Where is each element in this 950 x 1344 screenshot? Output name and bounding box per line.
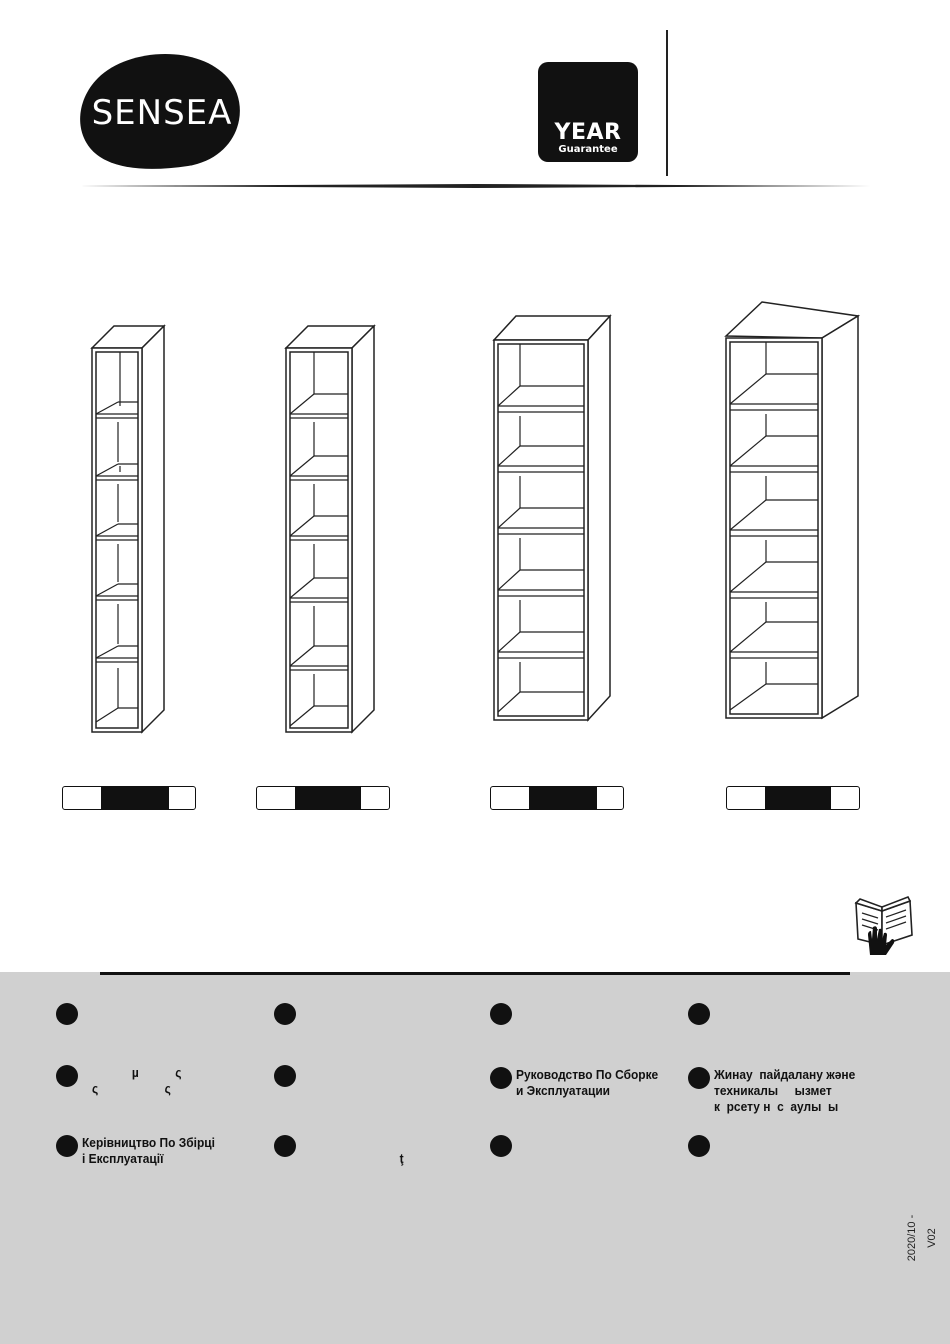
guarantee-year: YEAR	[554, 120, 622, 145]
product-label-fill	[529, 787, 597, 809]
product-label-4	[726, 786, 860, 810]
language-entry	[56, 1065, 190, 1097]
language-title: Жинау пайдалану және техникалы ызмет к рсету н с аулы ы	[714, 1067, 856, 1114]
language-bullet	[688, 1135, 710, 1157]
header-divider	[80, 184, 870, 188]
language-entry	[490, 1135, 516, 1157]
language-entry	[688, 1135, 714, 1157]
language-title: Керівництво По Збірці і Експлуатації	[82, 1135, 215, 1166]
header-divider-vertical	[666, 30, 668, 176]
language-entry	[274, 1003, 300, 1025]
language-entry	[274, 1065, 300, 1087]
language-bullet	[274, 1003, 296, 1025]
language-bullet	[56, 1135, 78, 1157]
year-guarantee-badge	[538, 62, 638, 162]
read-manual-icon	[852, 893, 916, 955]
product-label-fill	[765, 787, 831, 809]
language-bullet	[56, 1003, 78, 1025]
document-version: 2020/10 -V02	[906, 1214, 938, 1262]
language-entry	[688, 1003, 714, 1025]
language-title: Руководство По Сборке и Эксплуатации	[516, 1067, 659, 1098]
language-title: µ ς ς ς	[91, 1065, 182, 1096]
guarantee-label: Guarantee	[558, 144, 618, 155]
language-entry	[56, 1003, 82, 1025]
language-entry	[490, 1003, 516, 1025]
language-entry-kazakh	[688, 1067, 868, 1115]
product-label-3	[490, 786, 624, 810]
language-entry-russian	[490, 1067, 671, 1099]
language-bullet	[490, 1003, 512, 1025]
language-bullet	[274, 1065, 296, 1087]
language-title: ţ	[399, 1151, 404, 1166]
product-label-fill	[295, 787, 361, 809]
language-bullet	[688, 1067, 710, 1089]
panel-top-divider	[100, 972, 850, 975]
bookcase-illustration-1	[88, 322, 168, 742]
sensea-logo	[78, 48, 246, 172]
bookcase-illustration-4	[722, 298, 862, 722]
product-label-1	[62, 786, 196, 810]
logo-text: SENSEA	[91, 93, 233, 133]
language-entry-ukrainian	[56, 1135, 227, 1167]
product-label-2	[256, 786, 390, 810]
language-bullet	[490, 1135, 512, 1157]
language-bullet	[688, 1003, 710, 1025]
language-bullet	[56, 1065, 78, 1087]
language-entry	[274, 1135, 413, 1167]
product-label-fill	[101, 787, 169, 809]
bookcase-illustration-2	[282, 322, 378, 742]
bookcase-illustration-3	[490, 312, 614, 724]
language-bullet	[490, 1067, 512, 1089]
language-bullet	[274, 1135, 296, 1157]
